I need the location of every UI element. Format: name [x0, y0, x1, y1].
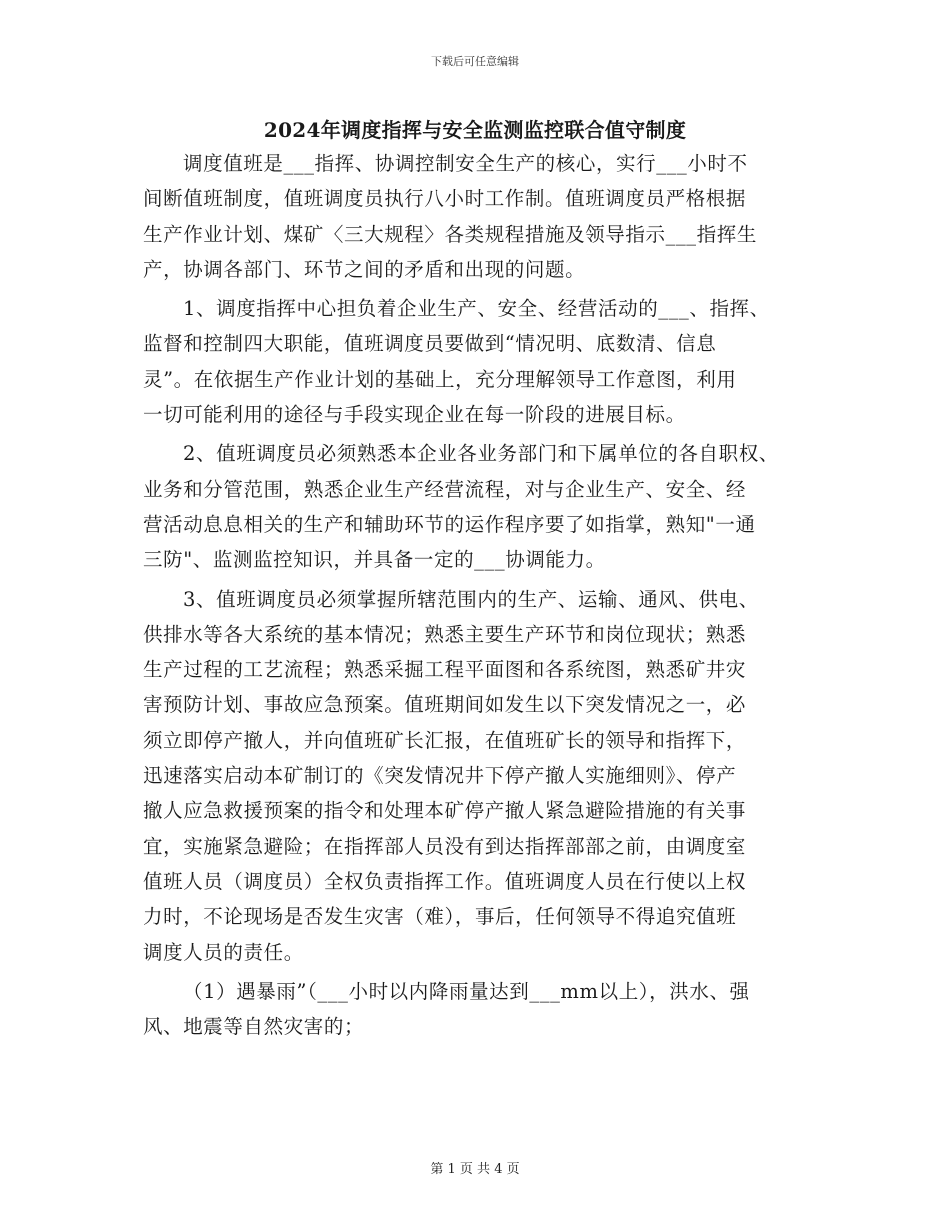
- text-line: 风、地震等自然灾害的；: [143, 1015, 365, 1039]
- text-line: 迅速落实启动本矿制订的《突发情况井下停产撤人实施细则》、停产: [143, 764, 737, 788]
- text-line: 供排水等各大系统的基本情况；熟悉主要生产环节和岗位现状；熟悉: [143, 622, 747, 646]
- text-line: 三防"、监测监控知识，并具备一定的___协调能力。: [143, 548, 606, 572]
- document-title: 2024年调度指挥与安全监测监控联合值守制度: [263, 118, 687, 142]
- page-number-footer: 第 1 页 共 4 页: [430, 1162, 520, 1177]
- text-line: 1、调度指挥中心担负着企业生产、安全、经营活动的___、指挥、: [183, 297, 770, 321]
- text-line: 营活动息息相关的生产和辅助环节的运作程序要了如指掌，熟知"一通: [143, 512, 756, 536]
- text-line: 间断值班制度，值班调度员执行八小时工作制。值班调度员严格根据: [143, 187, 747, 211]
- paragraph-intro: [143, 146, 823, 287]
- page-header-note: 下载后可任意编辑: [431, 55, 519, 68]
- text-line: 3、值班调度员必须掌握所辖范围内的生产、运输、通风、供电、: [183, 587, 759, 611]
- text-line: 产，协调各部门、环节之间的矛盾和出现的问题。: [143, 257, 586, 281]
- paragraph-item-2: [143, 436, 823, 577]
- text-line: 调度人员的责任。: [143, 940, 304, 964]
- text-line: 宜，实施紧急避险；在指挥部人员没有到达指挥部部之前，由调度室: [143, 834, 747, 858]
- text-line: 生产过程的工艺流程；熟悉采掘工程平面图和各系统图，熟悉矿井灾: [143, 658, 747, 682]
- paragraph-item-3: [143, 582, 823, 970]
- text-line: 一切可能利用的途径与手段实现企业在每一阶段的进展目标。: [143, 403, 686, 427]
- text-line: 力时，不论现场是否发生灾害（难），事后，任何领导不得追究值班: [143, 905, 737, 929]
- text-line: 2、值班调度员必须熟悉本企业各业务部门和下属单位的各自职权、: [183, 442, 779, 466]
- text-line: 害预防计划、事故应急预案。值班期间如发生以下突发情况之一，必: [143, 693, 747, 717]
- text-line: 生产作业计划、煤矿〈三大规程〉各类规程措施及领导指示___指挥生: [143, 222, 757, 246]
- text-line: 值班人员（调度员）全权负责指挥工作。值班调度人员在行使以上权: [143, 869, 747, 893]
- text-line: 调度值班是___指挥、协调控制安全生产的核心，实行___小时不: [183, 152, 748, 175]
- document-body: [143, 146, 823, 1048]
- paragraph-item-1: [143, 291, 823, 432]
- text-line: 撤人应急救援预案的指令和处理本矿停产撤人紧急避险措施的有关事: [143, 799, 747, 823]
- text-line: 须立即停产撤人，并向值班矿长汇报，在值班矿长的领导和指挥下，: [143, 728, 747, 752]
- text-line: （1）遇暴雨”（___小时以内降雨量达到___mm以上），洪水、强: [183, 979, 750, 1003]
- text-line: 灵”。在依据生产作业计划的基础上，充分理解领导工作意图，利用: [143, 367, 737, 391]
- paragraph-subitem-1: [143, 974, 823, 1045]
- text-line: 监督和控制四大职能，值班调度员要做到“情况明、底数清、信息: [143, 332, 717, 356]
- text-line: 业务和分管范围，熟悉企业生产经营流程，对与企业生产、安全、经: [143, 477, 747, 501]
